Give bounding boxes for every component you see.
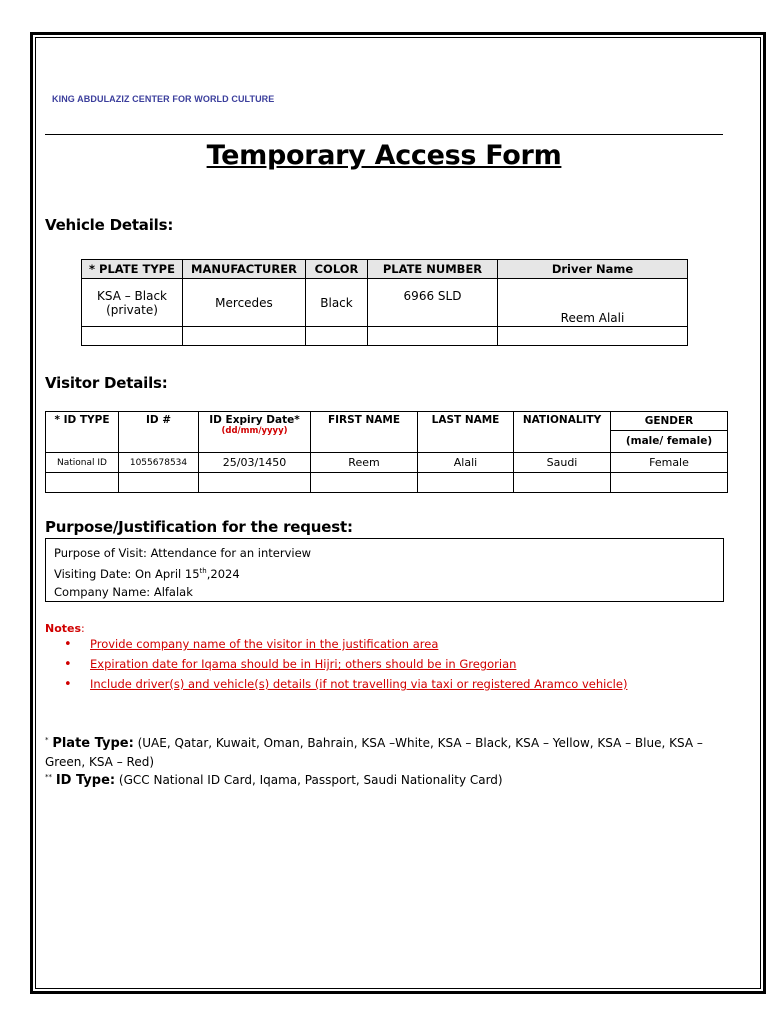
empty-cell[interactable] (306, 327, 368, 346)
cell-id-expiry[interactable]: 25/03/1450 (199, 453, 311, 473)
col-plate-number: PLATE NUMBER (368, 260, 498, 279)
empty-cell[interactable] (119, 473, 199, 493)
col-color: COLOR (306, 260, 368, 279)
footnote-text: (UAE, Qatar, Kuwait, Oman, Bahrain, KSA –White, KSA – Black, KSA – Yellow, KSA – Blue, KSA – Green, KSA – Red) (45, 736, 703, 769)
plate-type-footnote (45, 731, 725, 771)
id-expiry-label: ID Expiry Date* (209, 414, 300, 426)
visitor-table (45, 411, 728, 493)
visiting-date-line (54, 562, 715, 583)
empty-cell[interactable] (199, 473, 311, 493)
notes-label (45, 622, 85, 635)
cell-first-name[interactable]: Reem (311, 453, 418, 473)
vehicle-table (81, 259, 688, 346)
empty-cell[interactable] (311, 473, 418, 493)
footnote-label: Plate Type: (52, 736, 134, 751)
bullet-icon: • (64, 657, 72, 672)
footnote-text: (GCC National ID Card, Iqama, Passport, Saudi Nationality Card) (115, 773, 503, 787)
col-driver-name: Driver Name (498, 260, 688, 279)
header-divider (45, 134, 723, 135)
gender-label: GENDER (611, 412, 727, 431)
bullet-icon: • (64, 637, 72, 652)
empty-cell[interactable] (82, 327, 183, 346)
notes-list (64, 637, 627, 697)
footnote-label: ID Type: (55, 773, 116, 788)
col-nationality: NATIONALITY (514, 412, 611, 453)
footnote-marker: * (45, 736, 49, 744)
visiting-date-text: Visiting Date: On April 15 (54, 566, 200, 581)
list-item (64, 657, 627, 677)
cell-driver-name[interactable]: Reem Alali (498, 279, 688, 327)
page-border-inner (35, 37, 761, 989)
empty-cell[interactable] (514, 473, 611, 493)
cell-gender[interactable]: Female (611, 453, 728, 473)
cell-last-name[interactable]: Alali (418, 453, 514, 473)
purpose-textarea[interactable] (45, 538, 724, 602)
col-id-expiry (199, 412, 311, 453)
table-row-empty (82, 327, 688, 346)
footnote-marker: ** (45, 773, 52, 781)
purpose-section-heading: Purpose/Justification for the request: (45, 518, 353, 536)
id-type-footnote (45, 768, 725, 790)
date-format-hint: (dd/mm/yyyy) (221, 426, 288, 436)
empty-cell[interactable] (418, 473, 514, 493)
empty-cell[interactable] (611, 473, 728, 493)
table-row (46, 453, 728, 473)
cell-color[interactable]: Black (306, 279, 368, 327)
cell-plate-number[interactable]: 6966 SLD (368, 279, 498, 327)
note-text: Include driver(s) and vehicle(s) details (if not travelling via taxi or registered Aramco vehicle) (90, 677, 628, 691)
col-manufacturer: MANUFACTURER (183, 260, 306, 279)
visiting-date-year: ,2024 (206, 566, 240, 581)
col-id-type: * ID TYPE (46, 412, 119, 453)
col-gender (611, 412, 728, 453)
form-title: Temporary Access Form (206, 140, 562, 171)
vehicle-table-header (82, 260, 688, 279)
notes-label-text: Notes (45, 622, 82, 635)
table-row-empty (46, 473, 728, 493)
empty-cell[interactable] (183, 327, 306, 346)
empty-cell[interactable] (498, 327, 688, 346)
col-last-name: LAST NAME (418, 412, 514, 453)
notes-colon: : (81, 622, 85, 635)
cell-nationality[interactable]: Saudi (514, 453, 611, 473)
bullet-icon: • (64, 677, 72, 692)
col-plate-type: * PLATE TYPE (82, 260, 183, 279)
vehicle-section-heading: Vehicle Details: (45, 216, 174, 234)
empty-cell[interactable] (46, 473, 119, 493)
visitor-section-heading: Visitor Details: (45, 374, 168, 392)
note-text: Provide company name of the visitor in the justification area (90, 637, 439, 651)
cell-plate-type[interactable]: KSA – Black (private) (82, 279, 183, 327)
cell-manufacturer[interactable]: Mercedes (183, 279, 306, 327)
gender-hint: (male/ female) (625, 435, 713, 447)
cell-id-number[interactable]: 1055678534 (119, 453, 199, 473)
organization-name: KING ABDULAZIZ CENTER FOR WORLD CULTURE (52, 94, 275, 104)
purpose-line: Purpose of Visit: Attendance for an interview (54, 546, 312, 560)
table-row (82, 279, 688, 327)
note-text: Expiration date for Iqama should be in Hijri; others should be in Gregorian (90, 657, 517, 671)
ordinal-suffix: th (199, 567, 207, 575)
col-id-number: ID # (119, 412, 199, 453)
list-item (64, 677, 627, 697)
company-line: Company Name: Alfalak (54, 584, 193, 599)
empty-cell[interactable] (368, 327, 498, 346)
list-item (64, 637, 627, 657)
visitor-table-header (46, 412, 728, 453)
cell-id-type[interactable]: National ID (46, 453, 119, 473)
col-first-name: FIRST NAME (311, 412, 418, 453)
